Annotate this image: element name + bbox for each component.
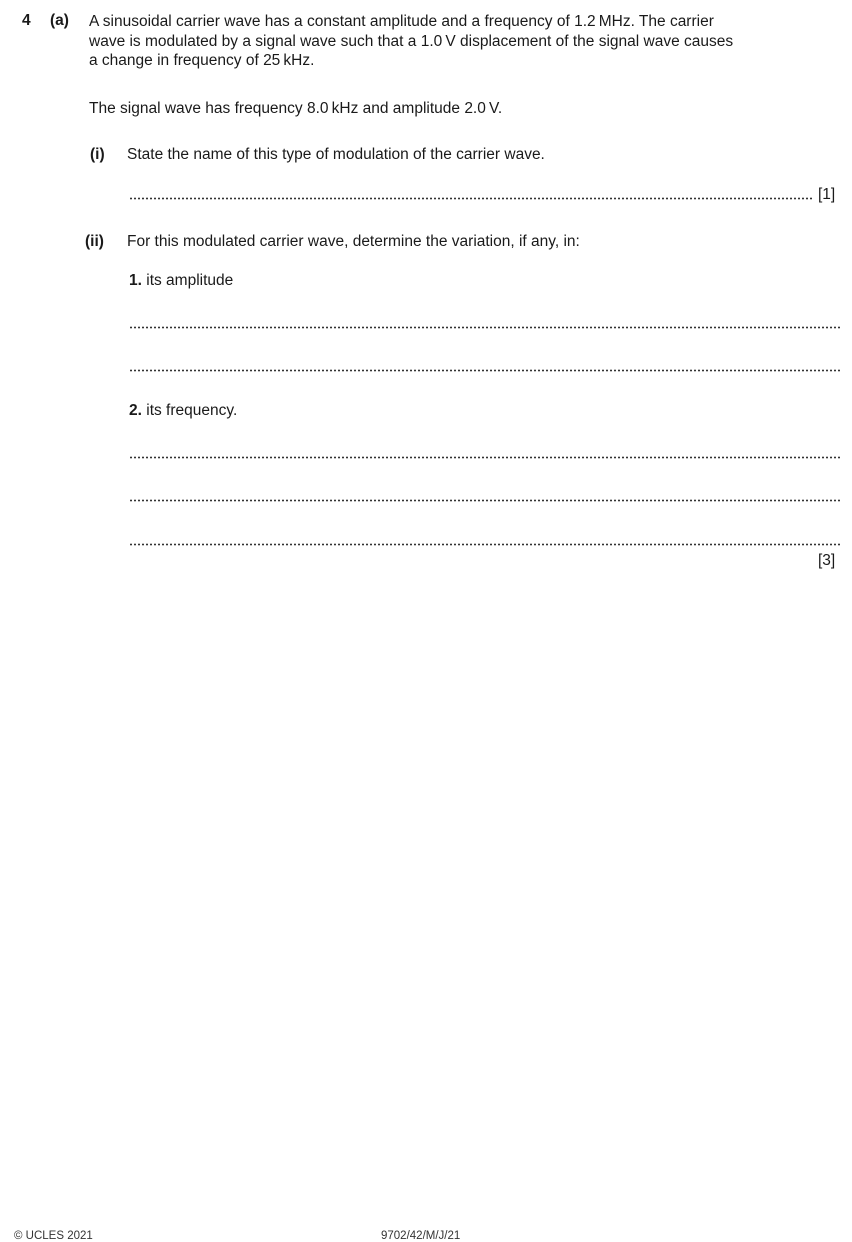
footer-copyright: © UCLES 2021 [14,1230,93,1242]
answer-line-frequency-1[interactable] [129,456,841,459]
question-stem [89,12,841,71]
question-number: 4 [22,12,31,29]
mark-i: [1] [818,186,836,203]
sub-i-prompt: State the name of this type of modulation of the carrier wave. [127,146,545,163]
stem-line-3: a change in frequency of 25 kHz. [89,52,315,69]
question-part-label: (a) [50,12,69,29]
footer-code: 9702/42/M/J/21 [381,1230,461,1242]
item-2-number: 2. [129,402,142,419]
sub-ii-label: (ii) [85,233,104,250]
answer-line-frequency-2[interactable] [129,499,841,502]
item-2 [129,402,237,420]
answer-line-amplitude-2[interactable] [129,369,841,372]
item-2-text: its frequency. [146,402,238,419]
sub-i-label: (i) [90,146,105,163]
signal-info: The signal wave has frequency 8.0 kHz and amplitude 2.0 V. [89,100,503,117]
answer-line-i[interactable] [129,197,813,200]
item-1 [129,272,233,290]
item-1-text: its amplitude [146,272,234,289]
stem-line-2: wave is modulated by a signal wave such that a 1.0 V displacement of the signal wave causes [89,32,734,50]
mark-ii: [3] [818,552,836,569]
answer-line-frequency-3[interactable] [129,543,841,546]
sub-ii-prompt: For this modulated carrier wave, determine the variation, if any, in: [127,233,580,250]
answer-line-amplitude-1[interactable] [129,326,841,329]
stem-line-1: A sinusoidal carrier wave has a constant amplitude and a frequency of 1.2 MHz. The carrier [89,13,714,30]
item-1-number: 1. [129,272,142,289]
